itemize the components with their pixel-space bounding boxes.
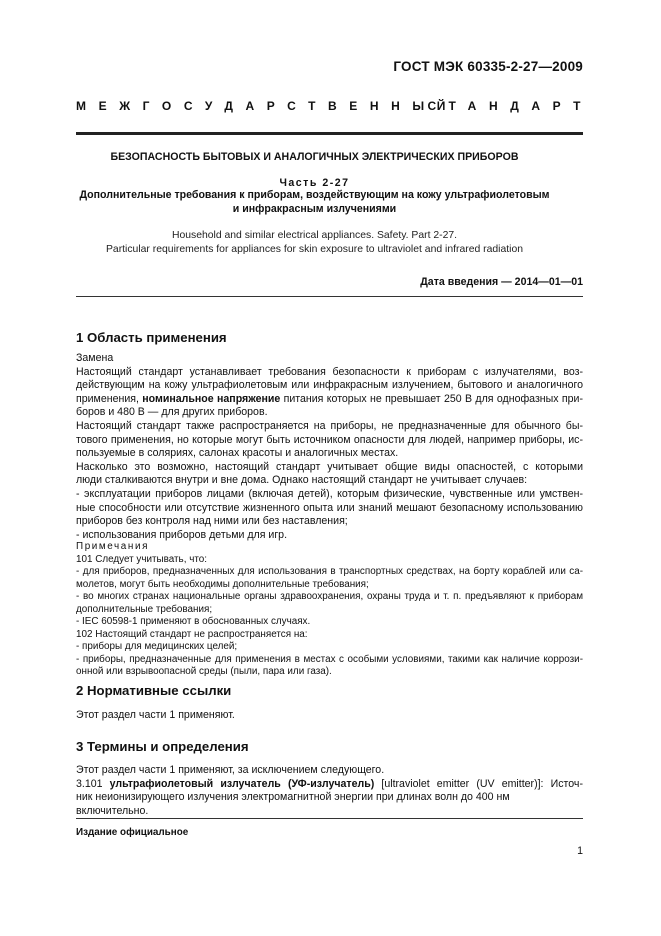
section-1-body [76, 352, 583, 542]
notes-title: Примечания [76, 541, 150, 552]
part-title-line: и инфракрасным излучениями [232, 202, 397, 215]
english-title-line: Household and similar electrical appliances. Safety. Part 2-27. [171, 230, 458, 241]
part-title-line: Дополнительные требования к приборам, воздействующим на кожу ультрафиолетовым [79, 189, 550, 201]
definition-line [76, 778, 583, 792]
text-line: Настоящий стандарт также распространяется на приборы, не предназначенные для обычного бы- [76, 419, 583, 432]
introduction-date: Дата введения — 2014—01—01 [420, 276, 583, 288]
definition-number: 3.101 [76, 777, 110, 790]
text-line [76, 393, 583, 407]
section-3-body [76, 764, 583, 818]
official-edition-label: Издание официальное [76, 827, 189, 838]
text-line: - использования приборов детьми для игр. [76, 528, 288, 541]
note-line: - во многих странах национальные органы здравоохранения, охраны труда и т. п. предъявляют к приборам [76, 591, 583, 602]
note-line: - приборы, предназначенные для применения в местах с особыми условиями, такими как наличие коррози- [76, 653, 583, 665]
text-line: ные способности или отсутствие жизненного опыта или знаний мешают безопасному использованию [76, 501, 583, 514]
note-line: онной или взрывоопасной среды (пыли, пара или газа). [76, 666, 332, 677]
text-line: Настоящий стандарт устанавливает требования безопасности к приборам с излучателями, воз- [76, 365, 583, 378]
text-line: тового применения, но которые могут быть источником опасности для людей, например приборы, ис- [76, 433, 583, 446]
replacement-label: Замена [76, 352, 114, 364]
date-rule [76, 296, 583, 297]
standard-word-standard: СТАНДАРТ [427, 99, 593, 113]
text-fragment: [ultraviolet emitter (UV emitter)]: Источ- [374, 777, 583, 790]
term-rated-voltage: номинальное напряжение [142, 392, 281, 405]
section-1-heading: 1 Область применения [76, 330, 227, 345]
english-title [60, 229, 569, 256]
note-line: - для приборов, предназначенных для использования в транспортных средствах, на борту кораблей или са- [76, 566, 583, 577]
part-number: Часть 2-27 [279, 177, 350, 189]
section-3-heading: 3 Термины и определения [76, 739, 249, 754]
footer-rule [76, 818, 583, 819]
english-title-line: Particular requirements for appliances for skin exposure to ultraviolet and infrared radiation [106, 243, 523, 255]
text-line: боров и 480 В — для других приборов. [76, 406, 268, 419]
text-line: Этот раздел части 1 применяют, за исключением следующего. [76, 764, 385, 776]
section-2-heading: 2 Нормативные ссылки [76, 683, 232, 698]
definition-term: ультрафиолетовый излучатель (УФ-излучатель) [109, 777, 375, 790]
note-line: - IEC 60598-1 применяют в обоснованных случаях. [76, 616, 311, 627]
header-rule [76, 132, 583, 135]
text-fragment: применения, [76, 392, 143, 405]
page-number: 1 [577, 845, 583, 857]
note-line: 102 Настоящий стандарт не распространяется на: [76, 628, 308, 640]
main-title: БЕЗОПАСНОСТЬ БЫТОВЫХ И АНАЛОГИЧНЫХ ЭЛЕКТРИЧЕСКИХ ПРИБОРОВ [110, 151, 519, 163]
text-line: пользуемые в соляриях, салонах красоты и аналогичных местах. [76, 447, 399, 460]
text-line: - эксплуатации приборов лицами (включая детей), которым физические, чувственные или умствен- [76, 487, 583, 500]
text-line: люди сталкиваются внутри и вне дома. Однако настоящий стандарт не учитывает случаев: [76, 474, 528, 487]
note-line: 101 Следует учитывать, что: [76, 553, 207, 565]
text-fragment: питания которых не превышает 250 В для однофазных при- [280, 392, 583, 405]
part-title [60, 189, 569, 216]
note-line: молетов, могут быть необходимы дополнительные требования; [76, 578, 369, 590]
text-line: действующим на кожу ультрафиолетовым или инфракрасным излучением, бытового и аналогичного [76, 379, 583, 392]
text-line: Насколько это возможно, настоящий стандарт учитывает общие виды опасностей, с которыми [76, 460, 583, 473]
note-line: дополнительные требования; [76, 603, 213, 615]
note-line: - приборы для медицинских целей; [76, 641, 238, 652]
text-line: ник неионизирующего излучения электромагнитной энергии при длинах волн до 400 нм включительно. [76, 791, 510, 817]
document-number: ГОСТ МЭК 60335-2-27—2009 [393, 59, 583, 74]
section-2-text: Этот раздел части 1 применяют. [76, 709, 235, 721]
notes-block [76, 541, 583, 679]
text-line: приборов без контроля над ними или без наставления; [76, 515, 348, 528]
standard-word-interstate: МЕЖГОСУДАРСТВЕННЫЙ [76, 99, 458, 113]
